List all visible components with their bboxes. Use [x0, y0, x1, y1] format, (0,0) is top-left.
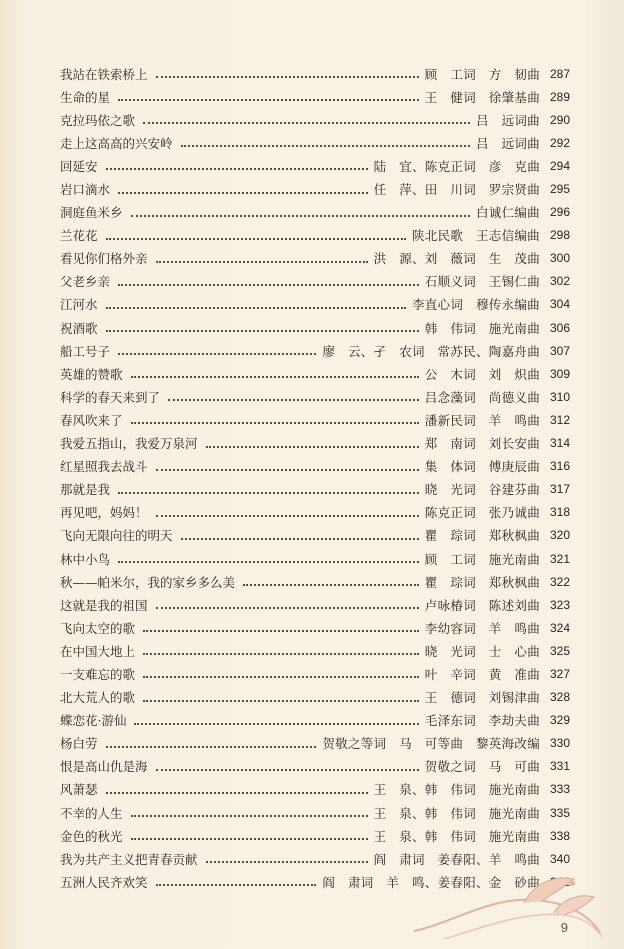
song-title: 飞向太空的歌 [60, 620, 136, 636]
song-title: 五洲人民齐欢笑 [60, 874, 148, 890]
lyricist-composer: 阎 肃词 姜春阳、羊 鸣曲 [373, 851, 540, 867]
song-title: 祝酒歌 [60, 320, 98, 336]
entry-page-number: 304 [549, 297, 570, 312]
song-title: 红星照我去战斗 [60, 459, 148, 475]
lyricist-composer: 集 体词 傅庚辰曲 [424, 459, 540, 475]
toc-entry [60, 593, 570, 616]
lyricist-composer: 吕 远词曲 [475, 135, 540, 151]
dot-leader [118, 283, 419, 286]
dot-leader [131, 837, 368, 840]
entry-page-number: 295 [549, 182, 570, 197]
dot-leader [156, 768, 419, 771]
entry-page-number: 312 [549, 412, 570, 427]
toc-entry [60, 177, 570, 200]
dot-leader [106, 745, 317, 748]
toc-entry [60, 732, 570, 755]
dot-leader [134, 722, 418, 725]
toc-entry [60, 709, 570, 732]
song-title: 林中小鸟 [60, 551, 111, 567]
toc-entry [60, 385, 570, 408]
dot-leader [168, 398, 419, 401]
song-title: 杨白劳 [60, 736, 98, 752]
lyricist-composer: 潘新民词 羊 鸣曲 [424, 412, 540, 428]
toc-entry [60, 616, 570, 639]
dot-leader [156, 606, 419, 609]
song-title: 我为共产主义把青春贡献 [60, 851, 198, 867]
song-title: 金色的秋光 [60, 828, 123, 844]
song-title: 岩口滴水 [60, 182, 111, 198]
lyricist-composer: 顾 工词 方 韧曲 [424, 66, 540, 82]
toc-entry [60, 570, 570, 593]
song-title: 洞庭鱼米乡 [60, 205, 123, 221]
entry-page-number: 298 [549, 228, 570, 243]
lyricist-composer: 王 泉、韩 伟词 施光南曲 [373, 828, 540, 844]
dot-leader [106, 791, 368, 794]
dot-leader [143, 629, 419, 632]
toc-entry [60, 755, 570, 778]
lyricist-composer: 王 健词 徐肇基曲 [424, 89, 540, 105]
decorative-flourish [404, 853, 604, 943]
lyricist-composer: 洪 源、刘 薇词 生 茂曲 [373, 251, 540, 267]
toc-entry [60, 662, 570, 685]
toc-entry [60, 293, 570, 316]
lyricist-composer: 贺敬之词 马 可曲 [424, 759, 540, 775]
dot-leader [131, 375, 419, 378]
song-title: 科学的春天来到了 [60, 389, 161, 405]
entry-page-number: 314 [549, 436, 570, 451]
entry-page-number: 340 [549, 851, 570, 866]
dot-leader [118, 352, 316, 355]
dot-leader [156, 75, 419, 78]
song-title: 风萧瑟 [60, 782, 98, 798]
dot-leader [143, 652, 419, 655]
song-title: 走上这高高的兴安岭 [60, 135, 173, 151]
table-of-contents [60, 62, 570, 893]
lyricist-composer: 阎 肃词 羊 鸣、姜春阳、金 砂曲 [322, 874, 540, 890]
lyricist-composer: 陕北民歌 王志信编曲 [411, 228, 540, 244]
entry-page-number: 322 [549, 574, 570, 589]
song-title: 那就是我 [60, 482, 111, 498]
entry-page-number: 289 [549, 89, 570, 104]
toc-entry [60, 778, 570, 801]
song-title: 一支难忘的歌 [60, 666, 136, 682]
song-title: 江河水 [60, 297, 98, 313]
toc-entry [60, 524, 570, 547]
entry-page-number: 325 [549, 643, 570, 658]
dot-leader [106, 167, 368, 170]
lyricist-composer: 吕念藻词 尚德义曲 [424, 389, 540, 405]
lyricist-composer: 韩 伟词 施光南曲 [424, 320, 540, 336]
entry-page-number: 306 [549, 320, 570, 335]
toc-entry [60, 339, 570, 362]
song-title: 北大荒人的歌 [60, 690, 136, 706]
dot-leader [143, 699, 419, 702]
lyricist-composer: 瞿 琮词 郑秋枫曲 [424, 574, 540, 590]
dot-leader [118, 491, 419, 494]
toc-entry [60, 270, 570, 293]
toc-entry [60, 362, 570, 385]
entry-page-number: 292 [549, 135, 570, 150]
entry-page-number: 294 [549, 158, 570, 173]
lyricist-composer: 晓 光词 谷建芬曲 [424, 482, 540, 498]
entry-page-number: 302 [549, 274, 570, 289]
lyricist-composer: 王 泉、韩 伟词 施光南曲 [373, 805, 540, 821]
song-title: 我站在铁索桥上 [60, 66, 148, 82]
song-title: 秋——帕米尔，我的家乡多么美 [60, 574, 236, 590]
dot-leader [106, 237, 406, 240]
lyricist-composer: 卢咏椿词 陈述刘曲 [424, 597, 540, 613]
song-title: 恨是高山仇是海 [60, 759, 148, 775]
dot-leader [156, 260, 368, 263]
dot-leader [206, 860, 368, 863]
lyricist-composer: 公 木词 刘 炽曲 [424, 366, 540, 382]
toc-entry [60, 154, 570, 177]
song-title: 再见吧，妈妈！ [60, 505, 148, 521]
lyricist-composer: 瞿 琮词 郑秋枫曲 [424, 528, 540, 544]
toc-entry [60, 501, 570, 524]
page-number: 9 [560, 920, 568, 935]
entry-page-number: 335 [549, 805, 570, 820]
toc-entry [60, 432, 570, 455]
lyricist-composer: 李幼容词 羊 鸣曲 [424, 620, 540, 636]
song-title: 英雄的赞歌 [60, 366, 123, 382]
toc-entry [60, 801, 570, 824]
dot-leader [106, 306, 406, 309]
toc-entry [60, 639, 570, 662]
song-title: 这就是我的祖国 [60, 597, 148, 613]
lyricist-composer: 叶 辛词 黄 准曲 [424, 666, 540, 682]
song-title: 生命的星 [60, 89, 111, 105]
toc-entry [60, 131, 570, 154]
dot-leader [156, 468, 419, 471]
toc-entry [60, 686, 570, 709]
lyricist-composer: 顾 工词 施光南曲 [424, 551, 540, 567]
dot-leader [206, 445, 419, 448]
entry-page-number: 317 [549, 482, 570, 497]
song-title: 兰花花 [60, 228, 98, 244]
toc-entry [60, 224, 570, 247]
entry-page-number: 309 [549, 366, 570, 381]
dot-leader [118, 98, 419, 101]
toc-entry [60, 478, 570, 501]
lyricist-composer: 廖 云、孑 农词 常苏民、陶嘉舟曲 [322, 343, 540, 359]
toc-entry [60, 201, 570, 224]
dot-leader [118, 191, 368, 194]
lyricist-composer: 晓 光词 士 心曲 [424, 643, 540, 659]
song-title: 春风吹来了 [60, 412, 123, 428]
entry-page-number: 300 [549, 251, 570, 266]
dot-leader [131, 814, 368, 817]
entry-page-number: 307 [549, 343, 570, 358]
song-title: 在中国大地上 [60, 643, 136, 659]
entry-page-number: 329 [549, 713, 570, 728]
toc-entry [60, 547, 570, 570]
song-title: 不幸的人生 [60, 805, 123, 821]
dot-leader [118, 560, 419, 563]
entry-page-number: 290 [549, 112, 570, 127]
entry-page-number: 316 [549, 459, 570, 474]
song-title: 飞向无限向往的明天 [60, 528, 173, 544]
dot-leader [156, 514, 419, 517]
entry-page-number: 324 [549, 620, 570, 635]
entry-page-number: 320 [549, 528, 570, 543]
song-title: 回延安 [60, 158, 98, 174]
entry-page-number: 318 [549, 505, 570, 520]
lyricist-composer: 李直心词 穆传永编曲 [411, 297, 540, 313]
entry-page-number: 310 [549, 389, 570, 404]
lyricist-composer: 郑 南词 刘长安曲 [424, 436, 540, 452]
entry-page-number: 328 [549, 690, 570, 705]
dot-leader [181, 144, 470, 147]
dot-leader [106, 329, 419, 332]
toc-entry [60, 108, 570, 131]
lyricist-composer: 石顺义词 王锡仁曲 [424, 274, 540, 290]
lyricist-composer: 陆 宜、陈克正词 彦 克曲 [373, 158, 540, 174]
entry-page-number: 323 [549, 597, 570, 612]
lyricist-composer: 王 泉、韩 伟词 施光南曲 [373, 782, 540, 798]
song-title: 父老乡亲 [60, 274, 111, 290]
dot-leader [143, 121, 470, 124]
dot-leader [156, 883, 317, 886]
entry-page-number: 331 [549, 759, 570, 774]
song-title: 看见你们格外亲 [60, 251, 148, 267]
toc-entry [60, 408, 570, 431]
toc-entry [60, 824, 570, 847]
lyricist-composer: 白诚仁编曲 [475, 205, 540, 221]
entry-page-number: 296 [549, 205, 570, 220]
toc-entry [60, 85, 570, 108]
entry-page-number: 338 [549, 828, 570, 843]
dot-leader [243, 583, 419, 586]
dot-leader [131, 214, 470, 217]
lyricist-composer: 吕 远词曲 [475, 112, 540, 128]
toc-entry [60, 455, 570, 478]
lyricist-composer: 王 德词 刘锡津曲 [424, 690, 540, 706]
entry-page-number: 327 [549, 666, 570, 681]
toc-entry [60, 316, 570, 339]
song-title: 船工号子 [60, 343, 111, 359]
lyricist-composer: 任 萍、田 川词 罗宗贤曲 [373, 182, 540, 198]
song-title: 我爱五指山，我爱万泉河 [60, 436, 198, 452]
toc-entry [60, 247, 570, 270]
lyricist-composer: 陈克正词 张乃诚曲 [424, 505, 540, 521]
entry-page-number: 287 [549, 66, 570, 81]
entry-page-number: 321 [549, 551, 570, 566]
song-title: 蝶恋花·游仙 [60, 713, 127, 729]
dot-leader [143, 675, 419, 678]
song-title: 克拉玛依之歌 [60, 112, 136, 128]
entry-page-number: 330 [549, 736, 570, 751]
entry-page-number: 333 [549, 782, 570, 797]
dot-leader [131, 421, 419, 424]
lyricist-composer: 贺敬之等词 马 可等曲 黎英海改编 [322, 736, 540, 752]
toc-entry [60, 62, 570, 85]
dot-leader [181, 537, 419, 540]
lyricist-composer: 毛泽东词 李劫夫曲 [424, 713, 540, 729]
